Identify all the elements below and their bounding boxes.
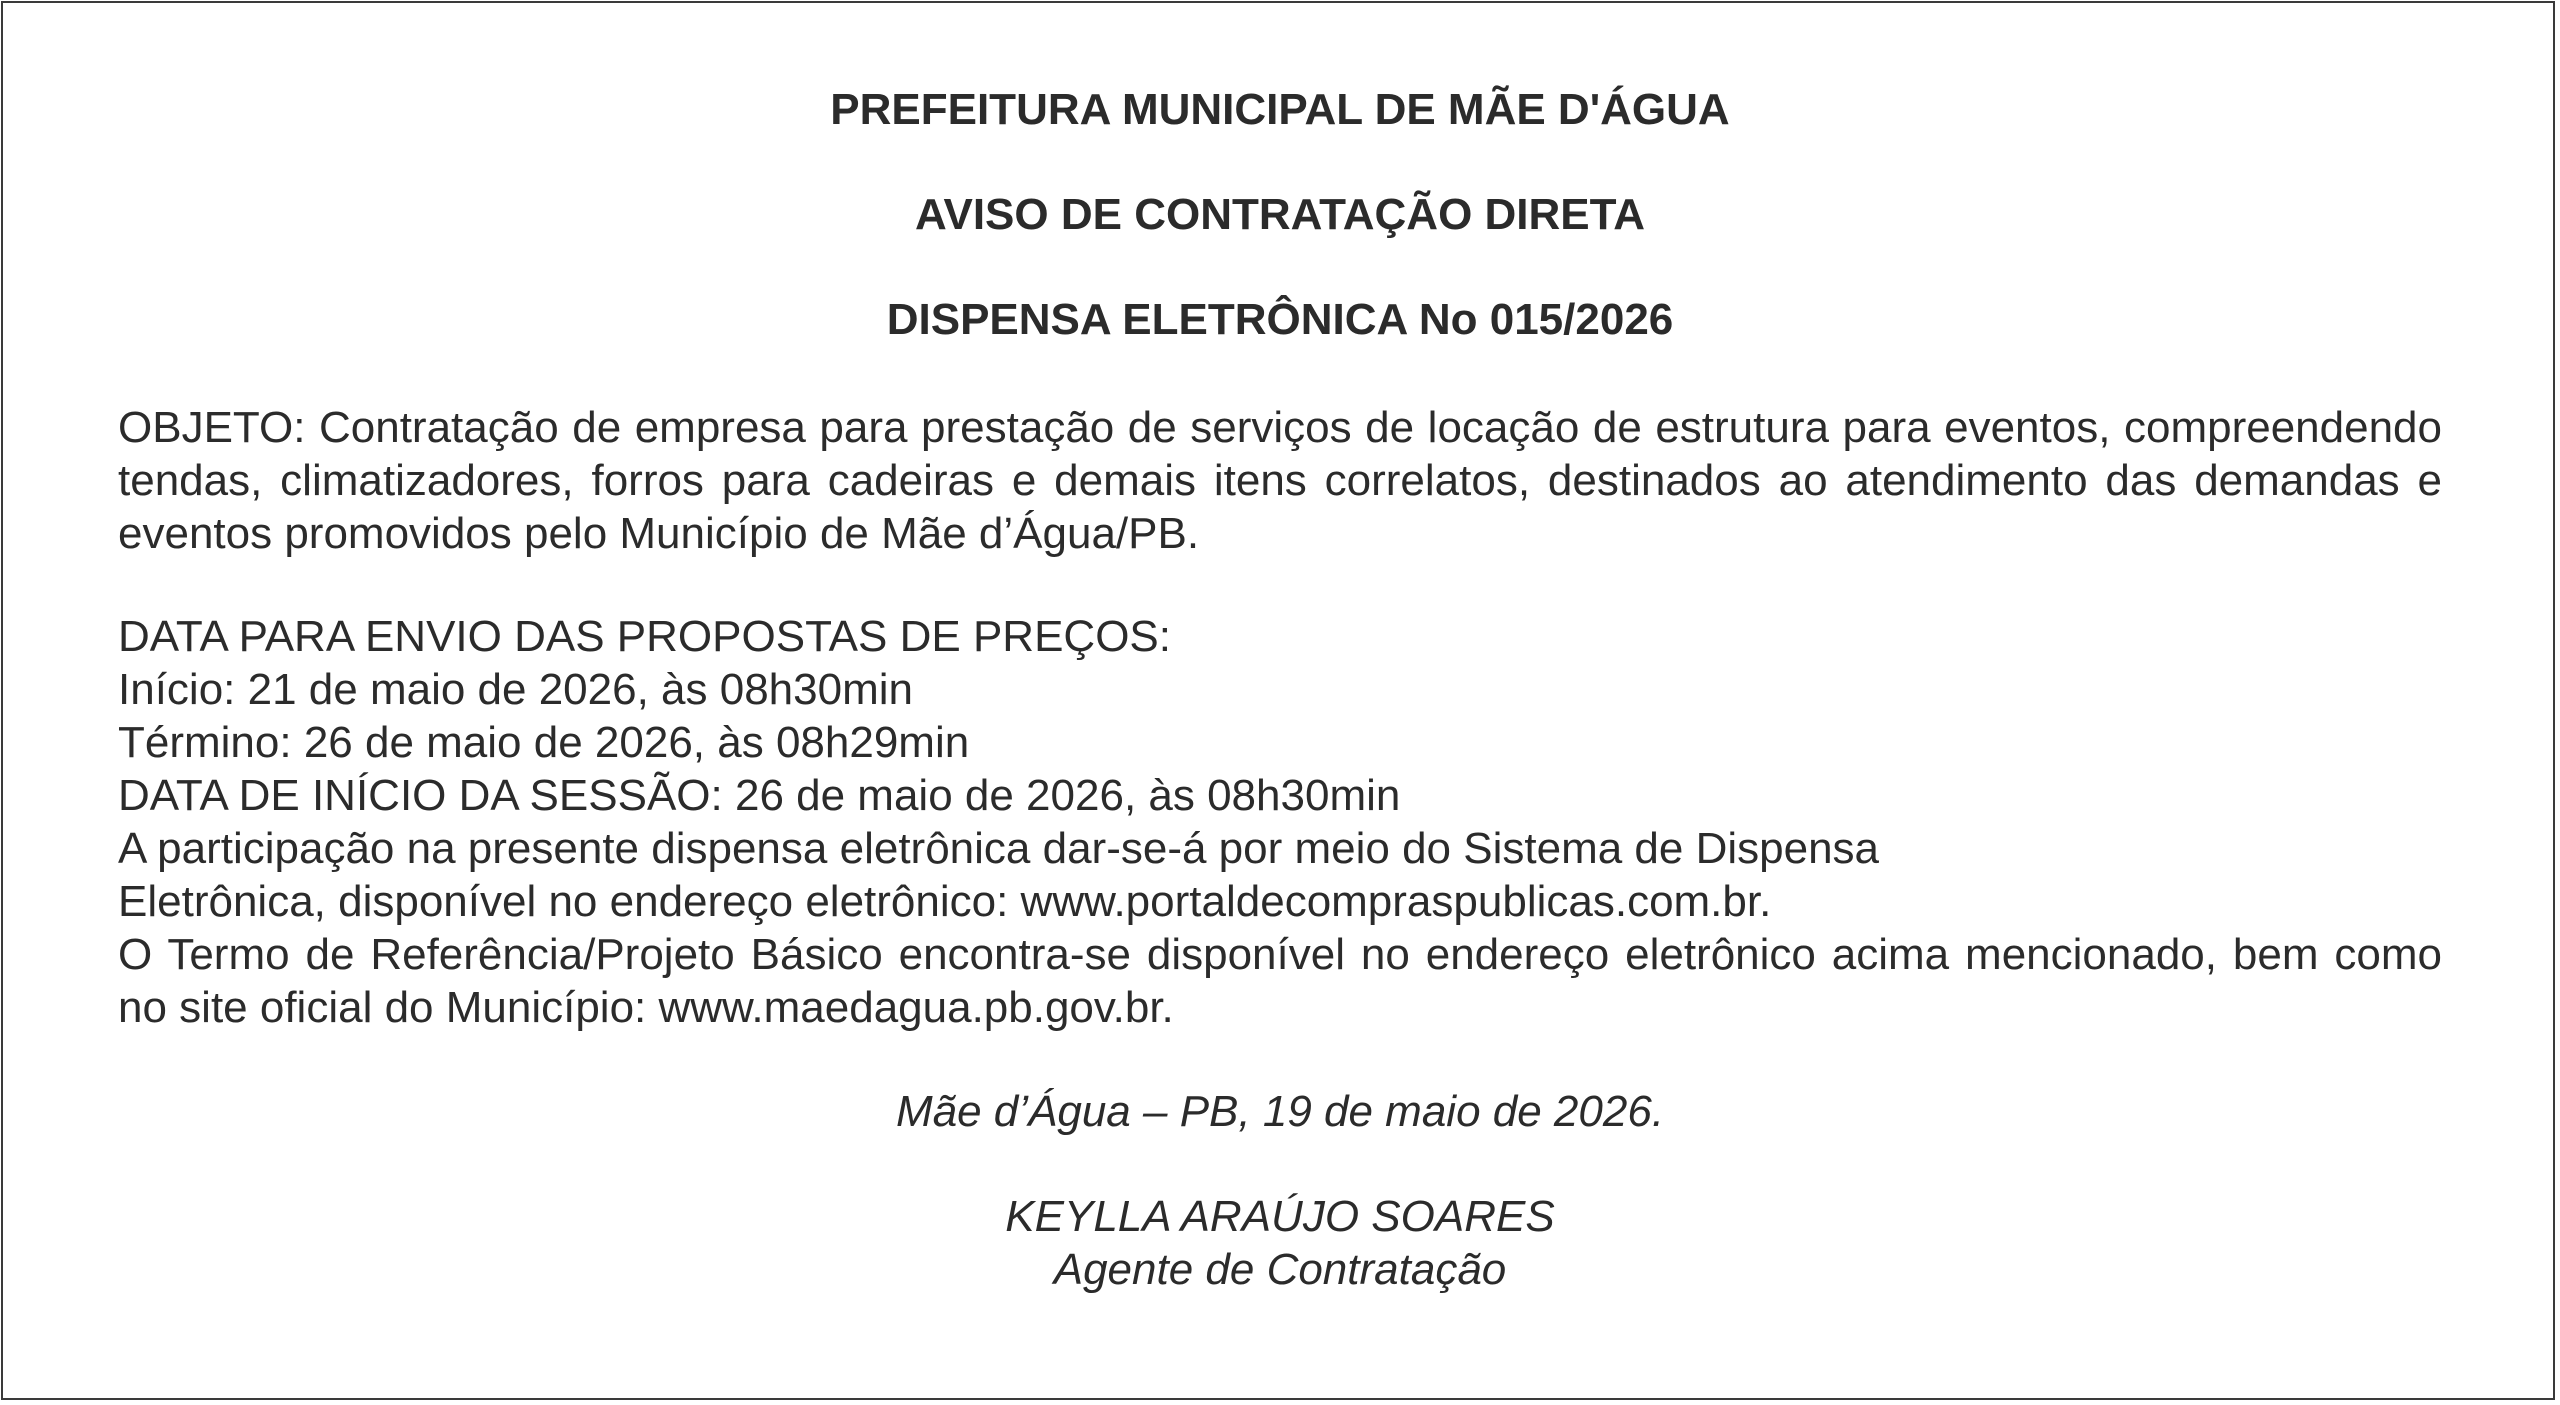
participation-line-2: Eletrônica, disponível no endereço eletrônico: www.portaldecompraspublicas.com.br. <box>118 877 1772 926</box>
signer-role: Agente de Contratação <box>1053 1245 1507 1294</box>
process-number-title: DISPENSA ELETRÔNICA No 015/2026 <box>886 295 1674 344</box>
schedule-section <box>118 610 2442 1034</box>
place-and-date: Mãe d’Água – PB, 19 de maio de 2026. <box>895 1087 1665 1136</box>
proposals-deadline-label: DATA PARA ENVIO DAS PROPOSTAS DE PREÇOS: <box>118 612 1171 661</box>
signer-name: KEYLLA ARAÚJO SOARES <box>1005 1192 1555 1241</box>
proposals-start-date: Início: 21 de maio de 2026, às 08h30min <box>118 665 913 714</box>
proposals-end-date: Término: 26 de maio de 2026, às 08h29min <box>118 718 970 767</box>
participation-line-1: A participação na presente dispensa eletrônica dar-se-á por meio do Sistema de Dispensa <box>118 824 1880 873</box>
session-start-date: DATA DE INÍCIO DA SESSÃO: 26 de maio de 2026, às 08h30min <box>118 771 1401 820</box>
object-paragraph: OBJETO: Contratação de empresa para prestação de serviços de locação de estrutura para eventos, compreendendo tendas, climatizadores, forros para cadeiras e demais itens correlatos, destinados ao atendimento das demandas e eventos promovidos pelo Município de Mãe d’Água/PB. <box>118 403 2442 558</box>
organization-title: PREFEITURA MUNICIPAL DE MÃE D'ÁGUA <box>830 85 1730 134</box>
reference-terms-paragraph: O Termo de Referência/Projeto Básico encontra-se disponível no endereço eletrônico acima mencionado, bem como no site oficial do Município: www.maedagua.pb.gov.br. <box>118 930 2442 1032</box>
notice-type-title: AVISO DE CONTRATAÇÃO DIRETA <box>914 190 1646 239</box>
